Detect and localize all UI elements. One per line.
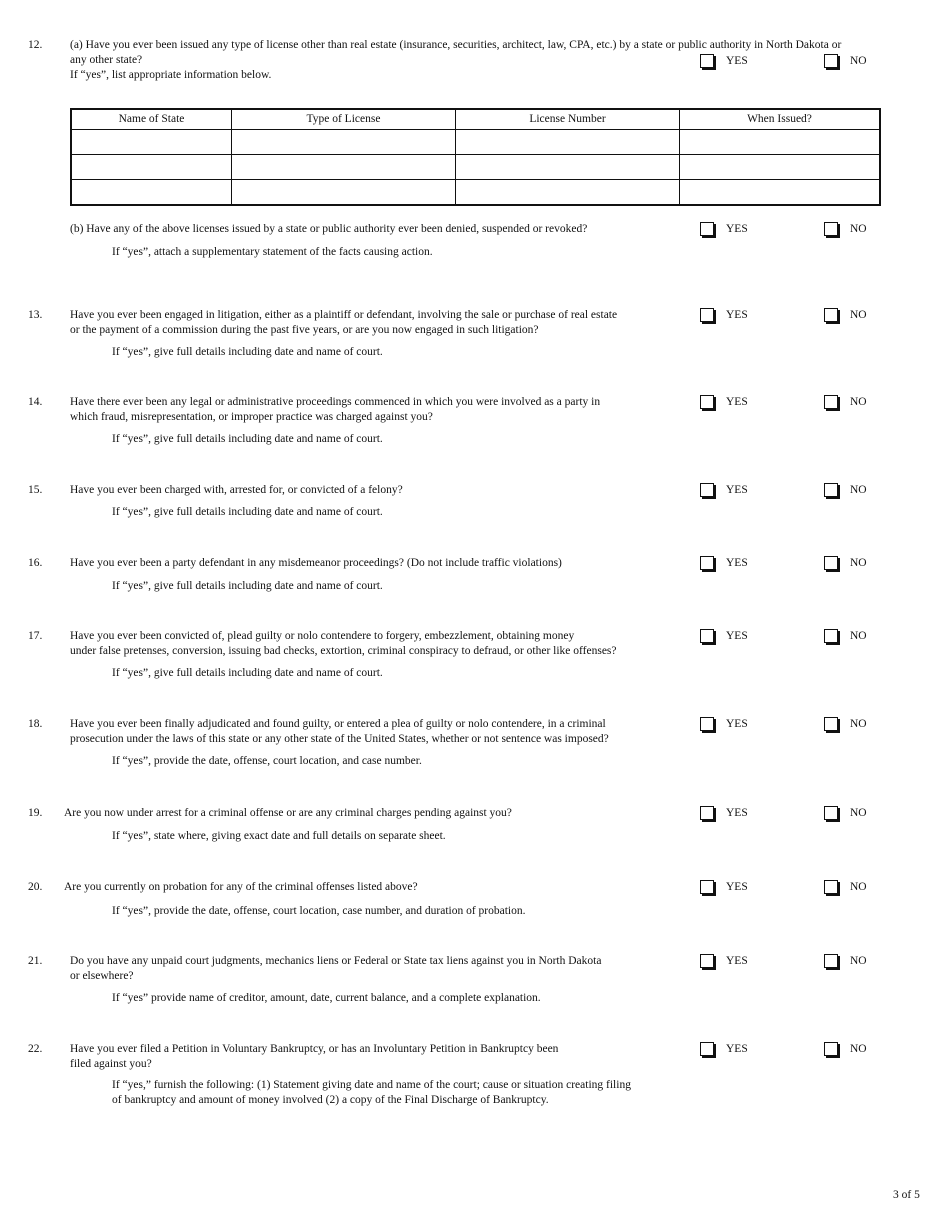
table-cell[interactable] <box>456 180 680 206</box>
q21-text-line1: Do you have any unpaid court judgments, mechanics liens or Federal or State tax liens against you in North Dakota <box>70 955 602 967</box>
table-row <box>71 180 880 206</box>
q21-number: 21. <box>28 955 43 967</box>
q14-no-checkbox[interactable] <box>824 395 838 409</box>
q13-yes-option[interactable] <box>700 308 748 323</box>
q14-number: 14. <box>28 396 43 408</box>
q16-no-checkbox[interactable] <box>824 556 838 570</box>
q17-yes-option[interactable] <box>700 629 748 644</box>
q13-text-line1: Have you ever been engaged in litigation, either as a plaintiff or defendant, involving the sale or purchase of real estate <box>70 309 618 321</box>
q20-number: 20. <box>28 881 43 893</box>
q20-yes-checkbox[interactable] <box>700 880 714 894</box>
q14-text-line2: which fraud, misrepresentation, or improper practice was charged against you? <box>70 411 433 423</box>
q13-number: 13. <box>28 309 43 321</box>
q16-text-line1: Have you ever been a party defendant in any misdemeanor proceedings? (Do not include traffic violations) <box>70 557 562 569</box>
q13-no-label: NO <box>850 309 867 321</box>
q19-no-option[interactable] <box>824 806 867 821</box>
q20-yes-label: YES <box>726 881 748 893</box>
q13-yes-label: YES <box>726 309 748 321</box>
q12-no-checkbox[interactable] <box>824 54 838 68</box>
q13-yes-checkbox[interactable] <box>700 308 714 322</box>
q12-text-line2: any other state? <box>70 54 143 66</box>
q18-no-checkbox[interactable] <box>824 717 838 731</box>
q17-no-option[interactable] <box>824 629 867 644</box>
q21-text-line2: or elsewhere? <box>70 970 134 982</box>
q13-no-checkbox[interactable] <box>824 308 838 322</box>
q22-no-checkbox[interactable] <box>824 1042 838 1056</box>
table-cell[interactable] <box>456 130 680 155</box>
table-cell[interactable] <box>232 180 456 206</box>
q21-instruction: If “yes” provide name of creditor, amount, date, current balance, and a complete explanation. <box>112 992 541 1004</box>
table-cell[interactable] <box>71 130 232 155</box>
q15-instruction: If “yes”, give full details including date and name of court. <box>112 506 383 518</box>
q14-no-option[interactable] <box>824 395 867 410</box>
q14-yes-option[interactable] <box>700 395 748 410</box>
q14-no-label: NO <box>850 396 867 408</box>
q12-no-option[interactable] <box>824 54 867 69</box>
table-cell[interactable] <box>680 130 881 155</box>
q19-yes-label: YES <box>726 807 748 819</box>
q15-number: 15. <box>28 484 43 496</box>
q17-instruction: If “yes”, give full details including date and name of court. <box>112 667 383 679</box>
q17-text-line1: Have you ever been convicted of, plead guilty or nolo contendere to forgery, embezzlement, obtaining money <box>70 630 575 642</box>
q16-no-option[interactable] <box>824 556 867 571</box>
q19-yes-checkbox[interactable] <box>700 806 714 820</box>
page-number: 3 of 5 <box>893 1189 920 1201</box>
table-row <box>71 130 880 155</box>
q19-yes-option[interactable] <box>700 806 748 821</box>
q22-yes-label: YES <box>726 1043 748 1055</box>
q17-no-checkbox[interactable] <box>824 629 838 643</box>
q21-yes-option[interactable] <box>700 954 748 969</box>
q22-yes-option[interactable] <box>700 1042 748 1057</box>
q17-yes-label: YES <box>726 630 748 642</box>
q12-instruction: If “yes”, list appropriate information below. <box>70 69 272 81</box>
q20-no-option[interactable] <box>824 880 867 895</box>
q18-no-label: NO <box>850 718 867 730</box>
q17-no-label: NO <box>850 630 867 642</box>
q21-yes-label: YES <box>726 955 748 967</box>
q16-yes-checkbox[interactable] <box>700 556 714 570</box>
q14-yes-checkbox[interactable] <box>700 395 714 409</box>
table-cell[interactable] <box>680 155 881 180</box>
q12-yes-checkbox[interactable] <box>700 54 714 68</box>
q15-no-label: NO <box>850 484 867 496</box>
q19-no-label: NO <box>850 807 867 819</box>
q12b-yes-option[interactable] <box>700 222 748 237</box>
q15-yes-label: YES <box>726 484 748 496</box>
q20-text-line1: Are you currently on probation for any of the criminal offenses listed above? <box>64 881 418 893</box>
q18-yes-checkbox[interactable] <box>700 717 714 731</box>
q20-instruction: If “yes”, provide the date, offense, court location, case number, and duration of probation. <box>112 905 526 917</box>
q15-yes-option[interactable] <box>700 483 748 498</box>
col-license-number: License Number <box>456 109 680 130</box>
q16-no-label: NO <box>850 557 867 569</box>
q12b-yes-label: YES <box>726 223 748 235</box>
q12b-yes-checkbox[interactable] <box>700 222 714 236</box>
q12-no-label: NO <box>850 55 867 67</box>
q21-no-checkbox[interactable] <box>824 954 838 968</box>
table-cell[interactable] <box>71 155 232 180</box>
q17-text-line2: under false pretenses, conversion, issuing bad checks, extortion, criminal conspiracy to defraud, or other like offenses? <box>70 645 617 657</box>
q21-no-option[interactable] <box>824 954 867 969</box>
q15-no-checkbox[interactable] <box>824 483 838 497</box>
q18-yes-option[interactable] <box>700 717 748 732</box>
table-cell[interactable] <box>456 155 680 180</box>
table-row <box>71 155 880 180</box>
q16-yes-option[interactable] <box>700 556 748 571</box>
q22-yes-checkbox[interactable] <box>700 1042 714 1056</box>
q12b-no-label: NO <box>850 223 867 235</box>
q19-text-line1: Are you now under arrest for a criminal offense or are any criminal charges pending against you? <box>64 807 512 819</box>
q13-text-line2: or the payment of a commission during the past five years, or are you now engaged in such litigation? <box>70 324 539 336</box>
q12-yes-option[interactable] <box>700 54 748 69</box>
q22-no-option[interactable] <box>824 1042 867 1057</box>
table-cell[interactable] <box>232 130 456 155</box>
q20-no-checkbox[interactable] <box>824 880 838 894</box>
table-cell[interactable] <box>232 155 456 180</box>
q19-no-checkbox[interactable] <box>824 806 838 820</box>
q14-text-line1: Have there ever been any legal or administrative proceedings commenced in which you were involved as a party in <box>70 396 601 408</box>
q21-yes-checkbox[interactable] <box>700 954 714 968</box>
q20-no-label: NO <box>850 881 867 893</box>
q16-instruction: If “yes”, give full details including date and name of court. <box>112 580 383 592</box>
q14-yes-label: YES <box>726 396 748 408</box>
license-table <box>70 108 881 206</box>
q20-yes-option[interactable] <box>700 880 748 895</box>
q15-text-line1: Have you ever been charged with, arrested for, or convicted of a felony? <box>70 484 403 496</box>
q18-text-line1: Have you ever been finally adjudicated and found guilty, or entered a plea of guilty or nolo contendere, in a criminal <box>70 718 606 730</box>
q17-yes-checkbox[interactable] <box>700 629 714 643</box>
q13-no-option[interactable] <box>824 308 867 323</box>
q21-no-label: NO <box>850 955 867 967</box>
q12-text-line1: (a) Have you ever been issued any type of license other than real estate (insurance, securities, architect, law, CPA, etc.) by a state or public authority in North Dakota or <box>70 39 842 51</box>
q15-no-option[interactable] <box>824 483 867 498</box>
q16-yes-label: YES <box>726 557 748 569</box>
table-cell[interactable] <box>680 180 881 206</box>
q22-text-line2: filed against you? <box>70 1058 152 1070</box>
q22-no-label: NO <box>850 1043 867 1055</box>
q12b-text: (b) Have any of the above licenses issued by a state or public authority ever been denied, suspended or revoked? <box>70 223 588 235</box>
col-when-issued: When Issued? <box>680 109 881 130</box>
table-cell[interactable] <box>71 180 232 206</box>
q12b-no-option[interactable] <box>824 222 867 237</box>
q12-yes-label: YES <box>726 55 748 67</box>
q16-number: 16. <box>28 557 43 569</box>
q12b-instruction: If “yes”, attach a supplementary statement of the facts causing action. <box>112 246 433 258</box>
q18-no-option[interactable] <box>824 717 867 732</box>
q18-text-line2: prosecution under the laws of this state or any other state of the United States, whether or not sentence was imposed? <box>70 733 609 745</box>
q13-instruction: If “yes”, give full details including date and name of court. <box>112 346 383 358</box>
q22-instruction-line2: of bankruptcy and amount of money involved (2) a copy of the Final Discharge of Bankruptcy. <box>112 1094 549 1106</box>
col-name-of-state: Name of State <box>71 109 232 130</box>
q22-text-line1: Have you ever filed a Petition in Voluntary Bankruptcy, or has an Involuntary Petition in Bankruptcy been <box>70 1043 559 1055</box>
q12b-no-checkbox[interactable] <box>824 222 838 236</box>
q22-instruction: If “yes,” furnish the following: (1) Statement giving date and name of the court; cause or situation creating filing <box>112 1079 631 1091</box>
q17-number: 17. <box>28 630 43 642</box>
q18-number: 18. <box>28 718 43 730</box>
q15-yes-checkbox[interactable] <box>700 483 714 497</box>
q14-instruction: If “yes”, give full details including date and name of court. <box>112 433 383 445</box>
q12-number: 12. <box>28 39 43 51</box>
col-type-of-license: Type of License <box>232 109 456 130</box>
q19-instruction: If “yes”, state where, giving exact date and full details on separate sheet. <box>112 830 446 842</box>
q18-instruction: If “yes”, provide the date, offense, court location, and case number. <box>112 755 422 767</box>
q19-number: 19. <box>28 807 43 819</box>
q22-number: 22. <box>28 1043 43 1055</box>
q18-yes-label: YES <box>726 718 748 730</box>
